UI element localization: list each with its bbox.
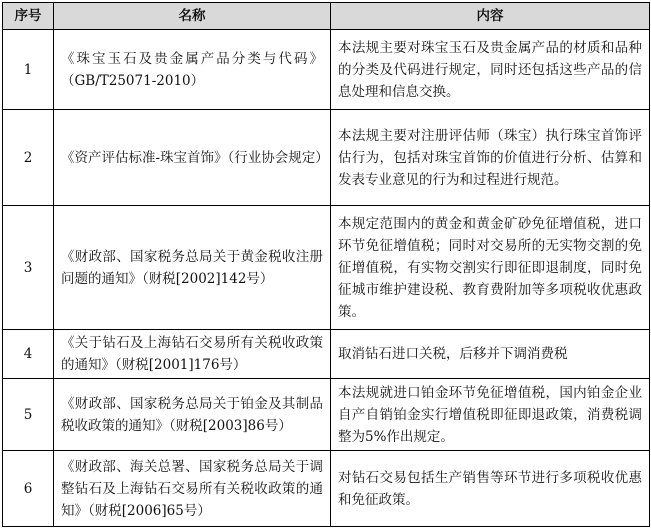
row-num: 6 <box>3 451 54 527</box>
row-num: 3 <box>3 206 54 330</box>
row-num: 4 <box>3 330 54 379</box>
row-num: 2 <box>3 110 54 206</box>
header-content: 内容 <box>331 3 650 30</box>
header-num: 序号 <box>3 3 54 30</box>
row-content: 本法规主要对注册评估师（珠宝）执行珠宝首饰评估行为，包括对珠宝首饰的价值进行分析、估算和发表专业意见的行为和过程进行规范。 <box>331 110 650 206</box>
regulations-table <box>2 2 650 527</box>
table-header-row <box>3 3 650 30</box>
table-row <box>3 330 650 379</box>
row-name: 《财政部、国家税务总局关于黄金税收注册问题的通知》（财税[2002]142号） <box>54 206 331 330</box>
row-content: 对钻石交易包括生产销售等环节进行多项税收优惠和免征政策。 <box>331 451 650 527</box>
row-name: 《关于钻石及上海钻石交易所有关税收政策的通知》（财税[2001]176号） <box>54 330 331 379</box>
row-content: 本法规就进口铂金环节免征增值税，国内铂金企业自产自销铂金实行增值税即征即退政策，消费税调整为5%作出规定。 <box>331 379 650 451</box>
table-row <box>3 451 650 527</box>
table-row <box>3 379 650 451</box>
row-content: 本规定范围内的黄金和黄金矿砂免征增值税，进口环节免征增值税；同时对交易所的无实物交割的免征增值税，有实物交割实行即征即退制度，同时免征城市维护建设税、教育费附加等多项税收优惠政策。 <box>331 206 650 330</box>
row-content: 本法规主要对珠宝玉石及贵金属产品的材质和品种的分类及代码进行规定，同时还包括这些产品的信息处理和信息交换。 <box>331 30 650 110</box>
header-name: 名称 <box>54 3 331 30</box>
table-row <box>3 206 650 330</box>
row-num: 1 <box>3 30 54 110</box>
table-row <box>3 30 650 110</box>
row-name: 《资产评估标准-珠宝首饰》（行业协会规定） <box>54 110 331 206</box>
row-name: 《财政部、海关总署、国家税务总局关于调整钻石及上海钻石交易所有关税收政策的通知》（财税[2006]65号） <box>54 451 331 527</box>
table-row <box>3 110 650 206</box>
row-name: 《财政部、国家税务总局关于铂金及其制品税收政策的通知》（财税[2003]86号） <box>54 379 331 451</box>
row-content: 取消钻石进口关税，后移并下调消费税 <box>331 330 650 379</box>
row-num: 5 <box>3 379 54 451</box>
row-name: 《珠宝玉石及贵金属产品分类与代码》（GB/T25071-2010） <box>54 30 331 110</box>
